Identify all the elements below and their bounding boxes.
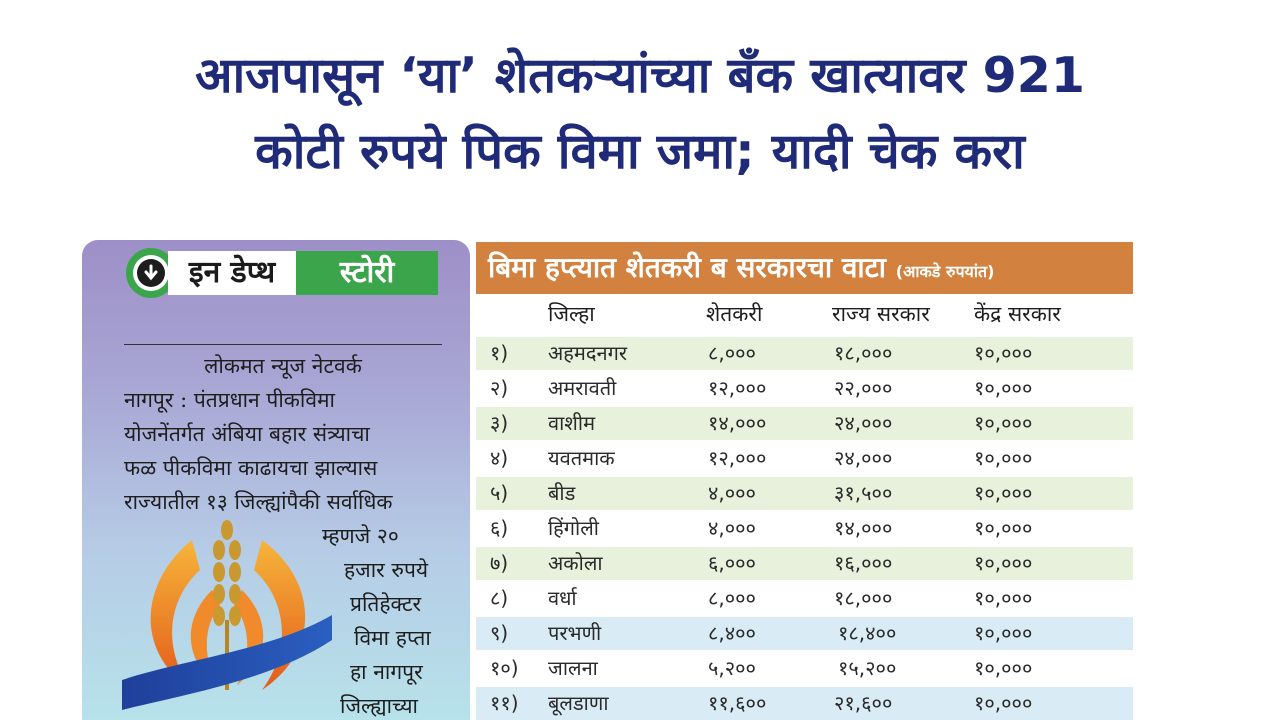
article-line: नागपूर : पंतप्रधान पीकविमा: [124, 388, 335, 412]
cell-state: २४,०००: [834, 446, 893, 470]
cell-no: १०): [490, 656, 519, 680]
cell-state: १४,०००: [834, 516, 893, 540]
cell-no: ११): [490, 691, 519, 715]
cell-center: १०,०००: [974, 516, 1033, 540]
cell-no: ९): [490, 621, 509, 645]
cell-farmer: १२,०००: [708, 376, 767, 400]
table-title-note: (आकडे रुपयांत): [895, 262, 995, 281]
article-line: फळ पीकविमा काढायचा झाल्यास: [124, 456, 378, 480]
cell-center: १०,०००: [974, 341, 1033, 365]
wheat-hands-icon: [122, 520, 332, 720]
cell-state: १८,०००: [834, 586, 893, 610]
article-line: हजार रुपये: [344, 558, 429, 582]
cell-no: ५): [490, 481, 509, 505]
cell-district: बूलडाणा: [548, 691, 609, 715]
cell-state: १६,०००: [834, 551, 893, 575]
cell-farmer: ५,२००: [708, 656, 756, 680]
table-row: [476, 652, 1133, 685]
cell-state: २४,०००: [834, 411, 893, 435]
cell-farmer: ८,०००: [708, 586, 756, 610]
cell-district: हिंगोली: [548, 516, 599, 540]
insurance-table: [476, 242, 1133, 720]
table-row: [476, 442, 1133, 475]
badge-label-story: स्टोरी: [296, 251, 438, 295]
cell-no: ३): [490, 411, 509, 435]
table-row: [476, 582, 1133, 615]
cell-no: २): [490, 376, 509, 400]
table-row: [476, 407, 1133, 440]
table-row: [476, 687, 1133, 720]
col-header-center: केंद्र सरकार: [974, 302, 1061, 326]
article-line: योजनेंतर्गत अंबिया बहार संत्र्याचा: [124, 422, 370, 446]
cell-state: २१,६००: [834, 691, 893, 715]
article-line: हा नागपूर: [350, 660, 423, 684]
col-header-district: जिल्हा: [548, 302, 595, 326]
col-header-farmer: शेतकरी: [706, 302, 763, 326]
cell-farmer: ६,०००: [708, 551, 756, 575]
cell-district: बीड: [548, 481, 576, 505]
cell-center: १०,०००: [974, 551, 1033, 575]
badge-label-in-depth: इन डेप्थ: [168, 251, 296, 295]
table-row: [476, 512, 1133, 545]
cell-farmer: १२,०००: [708, 446, 767, 470]
table-row: [476, 547, 1133, 580]
cell-center: १०,०००: [974, 621, 1033, 645]
cell-district: वर्धा: [548, 586, 577, 610]
cell-farmer: ८,४००: [708, 621, 756, 645]
cell-no: ६): [490, 516, 509, 540]
in-depth-badge: [126, 248, 438, 298]
article-line: जिल्ह्याच्या: [340, 694, 418, 718]
cell-farmer: ८,०००: [708, 341, 756, 365]
cell-farmer: ११,६००: [708, 691, 767, 715]
divider: [124, 344, 442, 345]
cell-state: १८,०००: [834, 341, 893, 365]
news-card: [82, 240, 470, 720]
cell-farmer: १४,०००: [708, 411, 767, 435]
cell-district: जालना: [548, 656, 598, 680]
cell-no: ४): [490, 446, 509, 470]
article-line: म्हणजे २०: [322, 524, 399, 548]
headline-line-2: कोटी रुपये पिक विमा जमा; यादी चेक करा: [255, 123, 1025, 180]
cell-district: अमरावती: [548, 376, 617, 400]
cell-center: १०,०००: [974, 376, 1033, 400]
table-row: [476, 372, 1133, 405]
cell-center: १०,०००: [974, 411, 1033, 435]
table-row: [476, 477, 1133, 510]
cell-center: १०,०००: [974, 481, 1033, 505]
cell-district: अहमदनगर: [548, 341, 628, 365]
article-line: प्रतिहेक्टर: [350, 592, 422, 616]
cell-no: ८): [490, 586, 509, 610]
cell-state: १८,४००: [838, 621, 897, 645]
cell-state: ३१,५००: [834, 481, 893, 505]
cell-no: १): [490, 341, 509, 365]
cell-district: अकोला: [548, 551, 603, 575]
cell-center: १०,०००: [974, 446, 1033, 470]
cell-no: ७): [490, 551, 509, 575]
table-title: [476, 242, 1133, 294]
cell-district: परभणी: [548, 621, 602, 645]
cell-center: १०,०००: [974, 691, 1033, 715]
cell-district: यवतमाक: [548, 446, 615, 470]
cell-district: वाशीम: [548, 411, 596, 435]
byline: लोकमत न्यूज नेटवर्क: [204, 354, 362, 378]
table-row: [476, 617, 1133, 650]
table-row: [476, 337, 1133, 370]
cell-state: २२,०००: [834, 376, 893, 400]
cell-center: १०,०००: [974, 586, 1033, 610]
table-title-text: बिमा हप्त्यात शेतकरी ब सरकारचा वाटा: [488, 251, 887, 284]
col-header-state: राज्य सरकार: [832, 302, 930, 326]
article-line: विमा हप्ता: [354, 626, 431, 650]
article-line: राज्यातील १३ जिल्ह्यांपैकी सर्वाधिक: [124, 490, 393, 514]
headline: [0, 38, 1280, 190]
headline-line-1: आजपासून ‘या’ शेतकऱ्यांच्या बँक खात्यावर 921: [195, 47, 1085, 104]
cell-center: १०,०००: [974, 656, 1033, 680]
cell-farmer: ४,०००: [708, 516, 756, 540]
cell-state: १५,२००: [838, 656, 897, 680]
cell-farmer: ४,०००: [708, 481, 756, 505]
